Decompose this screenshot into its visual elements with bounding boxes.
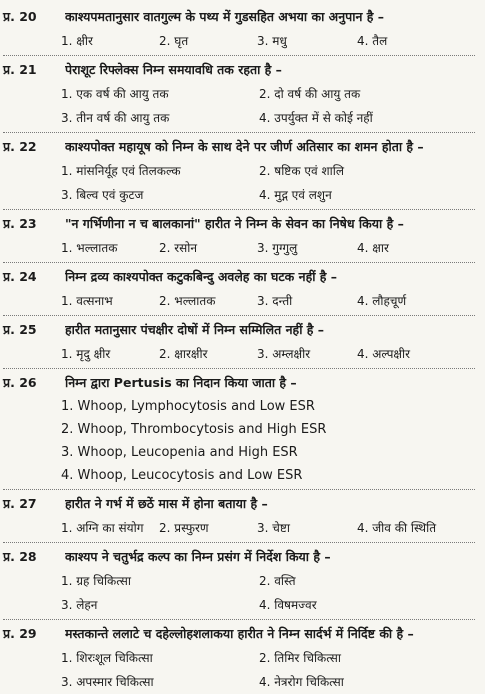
option-item: 4. अल्पक्षीर: [357, 347, 411, 361]
option-item: 2. भल्लातक: [159, 294, 216, 308]
question-header: [3, 492, 475, 516]
option-item: 1. क्षीर: [61, 34, 93, 48]
options-row: [3, 593, 475, 617]
question-number: प्र. 27: [3, 496, 37, 511]
option-item: 1. Whoop, Lymphocytosis and Low ESR: [61, 399, 315, 414]
option-item: 2. तिमिर चिकित्सा: [259, 651, 341, 665]
options-list: [3, 395, 475, 487]
options-row: [3, 159, 475, 183]
option-item: 4. क्षार: [357, 241, 389, 255]
question-header: [3, 5, 475, 29]
option-item: 3. तीन वर्ष की आयु तक: [61, 111, 170, 125]
question-header: [3, 545, 475, 569]
question-text: मस्तकान्ते ललाटे च दहेल्लोहशलाकया हारीत ने निम्न सार्दर्भ में निर्दिष्ट की है –: [65, 626, 414, 641]
divider: [3, 315, 475, 316]
question-text: "न गर्भिणीना न च बालकानां" हारीत ने निम्न के सेवन का निषेध किया है –: [65, 216, 404, 231]
question-header: [3, 212, 475, 236]
question-number: प्र. 20: [3, 9, 37, 24]
question-number: प्र. 22: [3, 139, 37, 154]
question-header: [3, 58, 475, 82]
question-text: पेराशूट रिफ्लेक्स निम्न समयावधि तक रहता है –: [65, 62, 282, 77]
question-text: काश्यपोक्त महायूष को निम्न के साथ देने पर जीर्ण अतिसार का शमन होता है –: [65, 139, 424, 154]
options-row: [3, 569, 475, 593]
options-row: [3, 516, 475, 540]
options-row: [3, 106, 475, 130]
question-29: [3, 622, 475, 694]
question-number: प्र. 23: [3, 216, 37, 231]
option-item: 2. घृत: [159, 34, 189, 48]
option-item: 3. अपस्मार चिकित्सा: [61, 675, 154, 689]
question-number: प्र. 28: [3, 549, 37, 564]
question-22: [3, 135, 475, 207]
divider: [3, 132, 475, 133]
option-item: 3. लेहन: [61, 598, 98, 612]
divider: [3, 209, 475, 210]
option-item: 4. नेत्ररोग चिकित्सा: [259, 675, 344, 689]
option-item: 2. दो वर्ष की आयु तक: [259, 87, 361, 101]
question-header: [3, 135, 475, 159]
option-item: 1. मृदु क्षीर: [61, 347, 111, 361]
question-text: हारीत ने गर्भ में छठें मास में होना बताया है –: [65, 496, 268, 511]
option-item: 2. रसोन: [159, 241, 198, 255]
question-number: प्र. 24: [3, 269, 37, 284]
question-number: प्र. 29: [3, 626, 37, 641]
options-row: [3, 29, 475, 53]
options-row: [3, 670, 475, 694]
option-item: 3. अम्लक्षीर: [257, 347, 311, 361]
question-26: [3, 371, 475, 487]
option-item: 3. चेष्टा: [257, 521, 290, 535]
question-header: [3, 622, 475, 646]
options-row: [3, 82, 475, 106]
question-24: [3, 265, 475, 313]
option-item: 2. षष्टिक एवं शालि: [259, 164, 344, 178]
option-item: 3. गुग्गुलु: [257, 241, 298, 255]
divider: [3, 262, 475, 263]
question-header: [3, 318, 475, 342]
question-28: [3, 545, 475, 617]
question-header: [3, 265, 475, 289]
question-27: [3, 492, 475, 540]
divider: [3, 489, 475, 490]
question-20: [3, 5, 475, 53]
question-number: प्र. 21: [3, 62, 37, 77]
question-text: निम्न द्वारा Pertusis का निदान किया जाता है –: [65, 375, 297, 390]
question-header: [3, 371, 475, 395]
option-item: 4. Whoop, Leucocytosis and Low ESR: [61, 468, 303, 483]
options-row: [3, 289, 475, 313]
option-item: 1. भल्लातक: [61, 241, 118, 255]
options-row: [3, 646, 475, 670]
question-number: प्र. 26: [3, 375, 37, 390]
option-item: 4. मुद्ग एवं लशुन: [259, 188, 332, 202]
option-item: 3. बिल्व एवं कुटज: [61, 188, 144, 202]
option-item: 1. शिरःशूल चिकित्सा: [61, 651, 153, 665]
divider: [3, 55, 475, 56]
option-item: 3. Whoop, Leucopenia and High ESR: [61, 445, 298, 460]
divider: [3, 619, 475, 620]
option-item: 3. दन्ती: [257, 294, 293, 308]
option-item: 1. एक वर्ष की आयु तक: [61, 87, 169, 101]
divider: [3, 542, 475, 543]
option-item: 1. वत्सनाभ: [61, 294, 113, 308]
question-text: निम्न द्रव्य काश्यपोक्त कटुकबिन्दु अवलेह का घटक नहीं है –: [65, 269, 338, 284]
option-item: 1. मांसनिर्यूह एवं तिलकल्क: [61, 164, 181, 178]
option-item: 2. Whoop, Thrombocytosis and High ESR: [61, 422, 327, 437]
option-item: 2. वस्ति: [259, 574, 296, 588]
option-item: 4. उपर्युक्त में से कोई नहीं: [259, 111, 373, 125]
option-item: 4. जीव की स्थिति: [357, 521, 437, 535]
question-25: [3, 318, 475, 366]
option-item: 1. ग्रह चिकित्सा: [61, 574, 131, 588]
question-number: प्र. 25: [3, 322, 37, 337]
options-row: [3, 236, 475, 260]
question-23: [3, 212, 475, 260]
question-text: काश्यप ने चतुर्भद्र कल्प का निम्न प्रसंग में निर्देश किया है –: [65, 549, 331, 564]
question-text: काश्यपमतानुसार वातगुल्म के पथ्य में गुडसहित अभया का अनुपान है –: [65, 9, 385, 24]
option-item: 1. अग्नि का संयोग: [61, 521, 144, 535]
question-21: [3, 58, 475, 130]
question-text: हारीत मतानुसार पंचक्षीर दोषों में निम्न सम्मिलित नहीं है –: [65, 322, 325, 337]
options-row: [3, 183, 475, 207]
option-item: 2. प्रस्फुरण: [159, 521, 209, 535]
option-item: 4. लौहचूर्ण: [357, 294, 407, 308]
option-item: 3. मधु: [257, 34, 287, 48]
option-item: 2. क्षारक्षीर: [159, 347, 208, 361]
option-item: 4. तैल: [357, 34, 388, 48]
options-row: [3, 342, 475, 366]
option-item: 4. विषमज्वर: [259, 598, 317, 612]
divider: [3, 368, 475, 369]
